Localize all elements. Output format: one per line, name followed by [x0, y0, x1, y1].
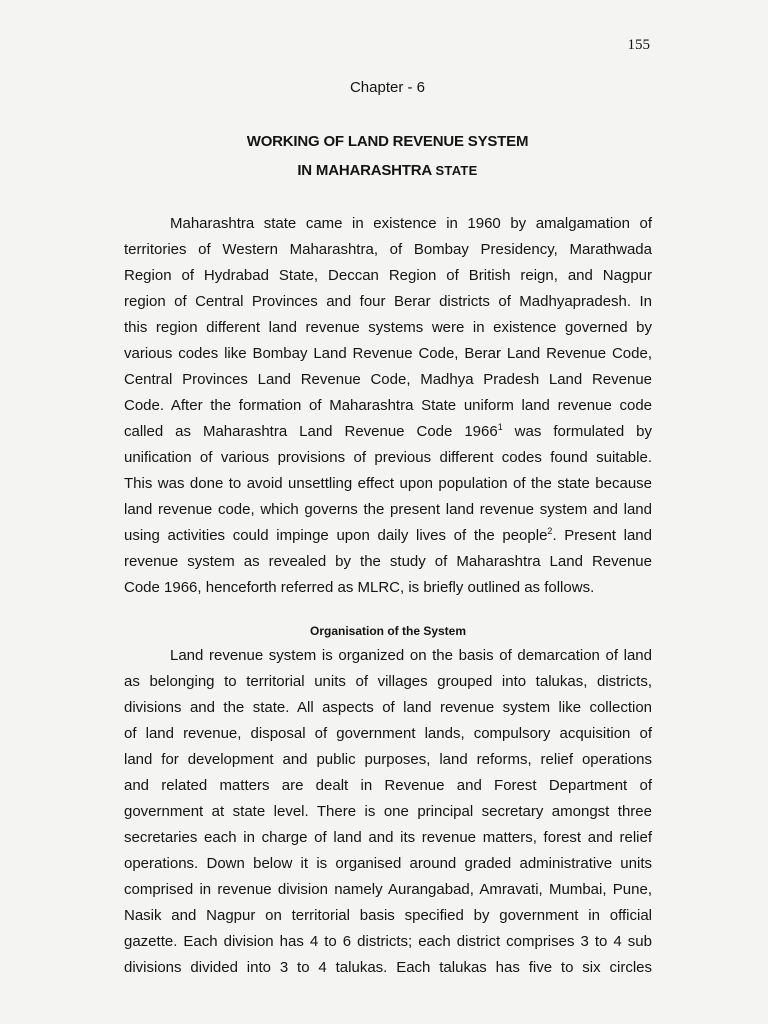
paragraph-line: unification of various provisions of previous different codes found suitable.: [124, 449, 652, 466]
paragraph-line: of land revenue, disposal of government lands, compulsory acquisition of: [124, 725, 652, 742]
paragraph-line: comprised in revenue division namely Aurangabad, Amravati, Mumbai, Pune,: [124, 881, 652, 898]
paragraph-organisation: [124, 646, 652, 984]
paragraph-line: Code 1966, henceforth referred as MLRC, is briefly outlined as follows.: [124, 579, 595, 596]
paragraph-line: Central Provinces Land Revenue Code, Madhya Pradesh Land Revenue: [124, 371, 652, 388]
paragraph-intro: [124, 214, 652, 604]
paragraph-line: [124, 526, 652, 552]
line-text: using activities could impinge upon daily lives of the people: [124, 527, 548, 544]
chapter-label: Chapter - 6: [349, 79, 426, 96]
paragraph-line: Nasik and Nagpur on territorial basis specified by government in official: [124, 907, 652, 924]
paragraph-line: revenue system as revealed by the study of Maharashtra Land Revenue: [124, 553, 652, 570]
line-text: called as Maharashtra Land Revenue Code 1966: [124, 423, 498, 440]
paragraph-line: government at state level. There is one principal secretary amongst three: [124, 803, 652, 820]
paragraph-line: divisions and the state. All aspects of land revenue system like collection: [124, 699, 652, 716]
chapter-title-line-2-tail: STATE: [435, 163, 478, 178]
paragraph-line: operations. Down below it is organised around graded administrative units: [124, 855, 652, 872]
paragraph-line: secretaries each in charge of land and its revenue matters, forest and relief: [124, 829, 652, 846]
paragraph-line: Code. After the formation of Maharashtra State uniform land revenue code: [124, 397, 652, 414]
paragraph-line: as belonging to territorial units of villages grouped into talukas, districts,: [124, 673, 652, 690]
footnote-ref-2: 2: [547, 526, 553, 536]
paragraph-line: gazette. Each division has 4 to 6 districts; each district comprises 3 to 4 sub: [124, 933, 652, 950]
paragraph-line: Maharashtra state came in existence in 1960 by amalgamation of: [170, 215, 652, 232]
paragraph-line: this region different land revenue systems were in existence governed by: [124, 319, 652, 336]
paragraph-line: Land revenue system is organized on the basis of demarcation of land: [170, 647, 652, 664]
chapter-title-line-2: [0, 162, 768, 179]
paragraph-line: divisions divided into 3 to 4 talukas. Each talukas has five to six circles: [124, 959, 652, 976]
paragraph-line: region of Central Provinces and four Berar districts of Madhyapradesh. In: [124, 293, 652, 310]
chapter-title-line-1: WORKING OF LAND REVENUE SYSTEM: [246, 133, 529, 150]
paragraph-line: Region of Hydrabad State, Deccan Region of British reign, and Nagpur: [124, 267, 652, 284]
page-number: 155: [627, 37, 650, 53]
line-text: . Present land: [552, 527, 652, 544]
paragraph-line: land for development and public purposes, land reforms, relief operations: [124, 751, 652, 768]
chapter-title-line-2-main: IN MAHARASHTRA: [297, 162, 432, 179]
paragraph-line: This was done to avoid unsettling effect upon population of the state because: [124, 475, 652, 492]
line-text: was formulated by: [502, 423, 653, 440]
paragraph-line: various codes like Bombay Land Revenue Code, Berar Land Revenue Code,: [124, 345, 652, 362]
paragraph-line: and related matters are dealt in Revenue and Forest Department of: [124, 777, 652, 794]
paragraph-line: [124, 422, 652, 448]
paragraph-line: land revenue code, which governs the present land revenue system and land: [124, 501, 652, 518]
footnote-ref-1: 1: [497, 422, 503, 432]
section-heading: Organisation of the System: [309, 624, 467, 638]
paragraph-line: territories of Western Maharashtra, of Bombay Presidency, Marathwada: [124, 241, 652, 258]
